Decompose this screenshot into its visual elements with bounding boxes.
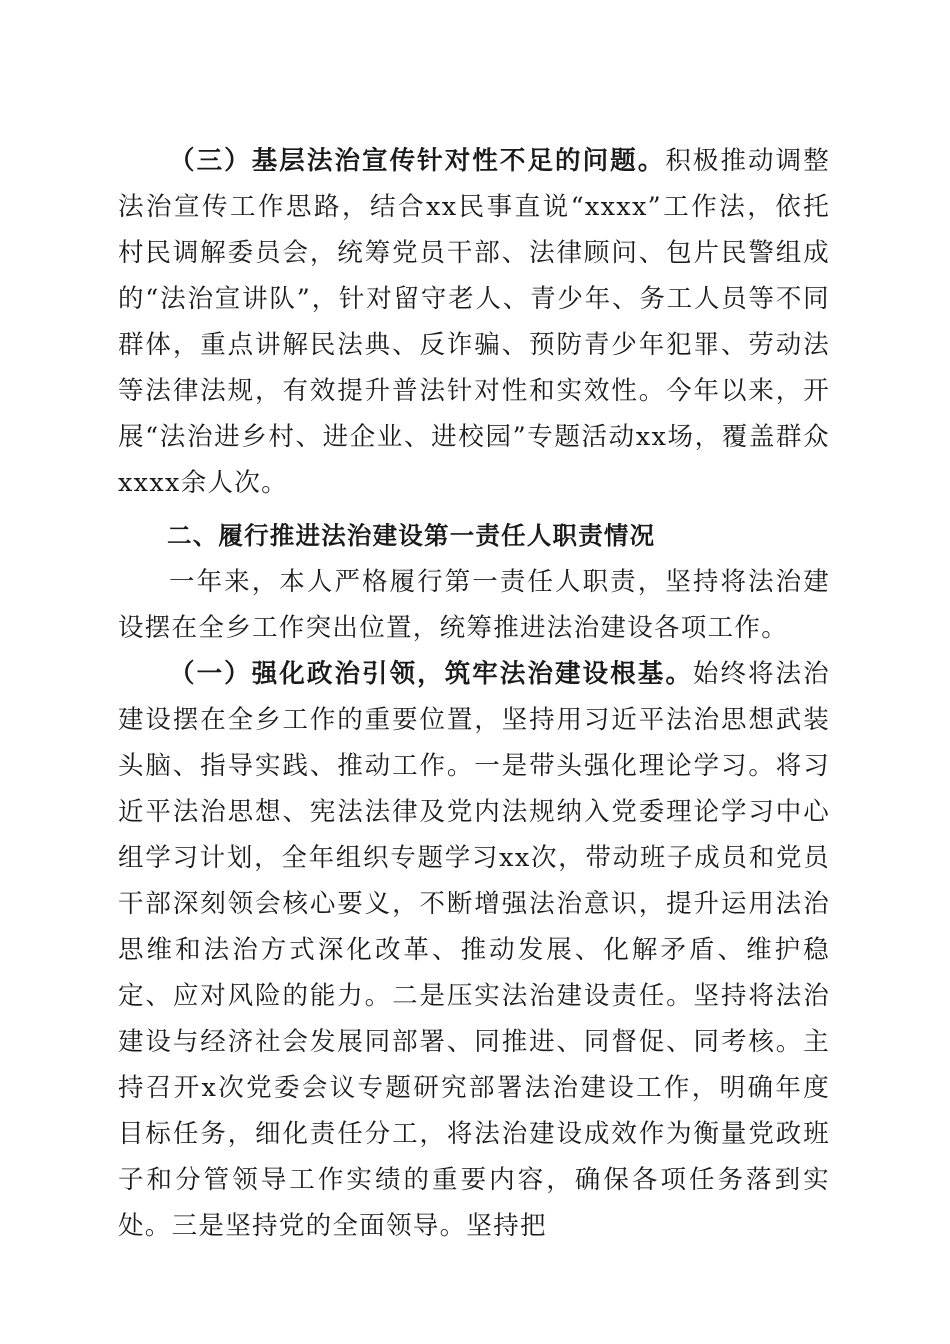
paragraph-section-3 [118, 138, 830, 506]
heading-section-2: 二、履行推进法治建设第一责任人职责情况 [167, 521, 656, 550]
subsection-1-lead: （一）强化政治引领，筑牢法治建设根基。 [169, 659, 693, 689]
paragraph-subsection-1 [118, 651, 830, 1249]
paragraph-intro: 一年来，本人严格履行第一责任人职责，坚持将法治建设摆在全乡工作突出位置，统筹推进法治建设各项工作。 [118, 567, 830, 643]
subsection-1-body: 始终将法治建设摆在全乡工作的重要位置，坚持用习近平法治思想武装头脑、指导实践、推动工作。一是带头强化理论学习。将习近平法治思想、宪法法律及党内法规纳入党委理论学习中心组学习计划，全年组织专题学习xx次，带动班子成员和党员干部深刻领会核心要义，不断增强法治意识，提升运用法治思维和法治方式深化改革、推动发展、化解矛盾、维护稳定、应对风险的能力。二是压实法治建设责任。坚持将法治建设与经济社会发展同部署、同推进、同督促、同考核。主持召开x次党委会议专题研究部署法治建设工作，明确年度目标任务，细化责任分工，将法治建设成效作为衡量党政班子和分管领导工作实绩的重要内容，确保各项任务落到实处。三是坚持党的全面领导。坚持把 [118, 659, 830, 1241]
section-3-lead: （三）基层法治宣传针对性不足的问题。 [169, 146, 666, 176]
section-3-body: 积极推动调整法治宣传工作思路，结合xx民事直说“xxxx”工作法，依托村民调解委员会，统筹党员干部、法律顾问、包片民警组成的“法治宣讲队”，针对留守老人、青少年、务工人员等不同群体，重点讲解民法典、反诈骗、预防青少年犯罪、劳动法等法律法规，有效提升普法针对性和实效性。今年以来，开展“法治进乡村、进企业、进校园”专题活动xx场，覆盖群众xxxx余人次。 [118, 146, 830, 498]
document-page [118, 138, 830, 1249]
